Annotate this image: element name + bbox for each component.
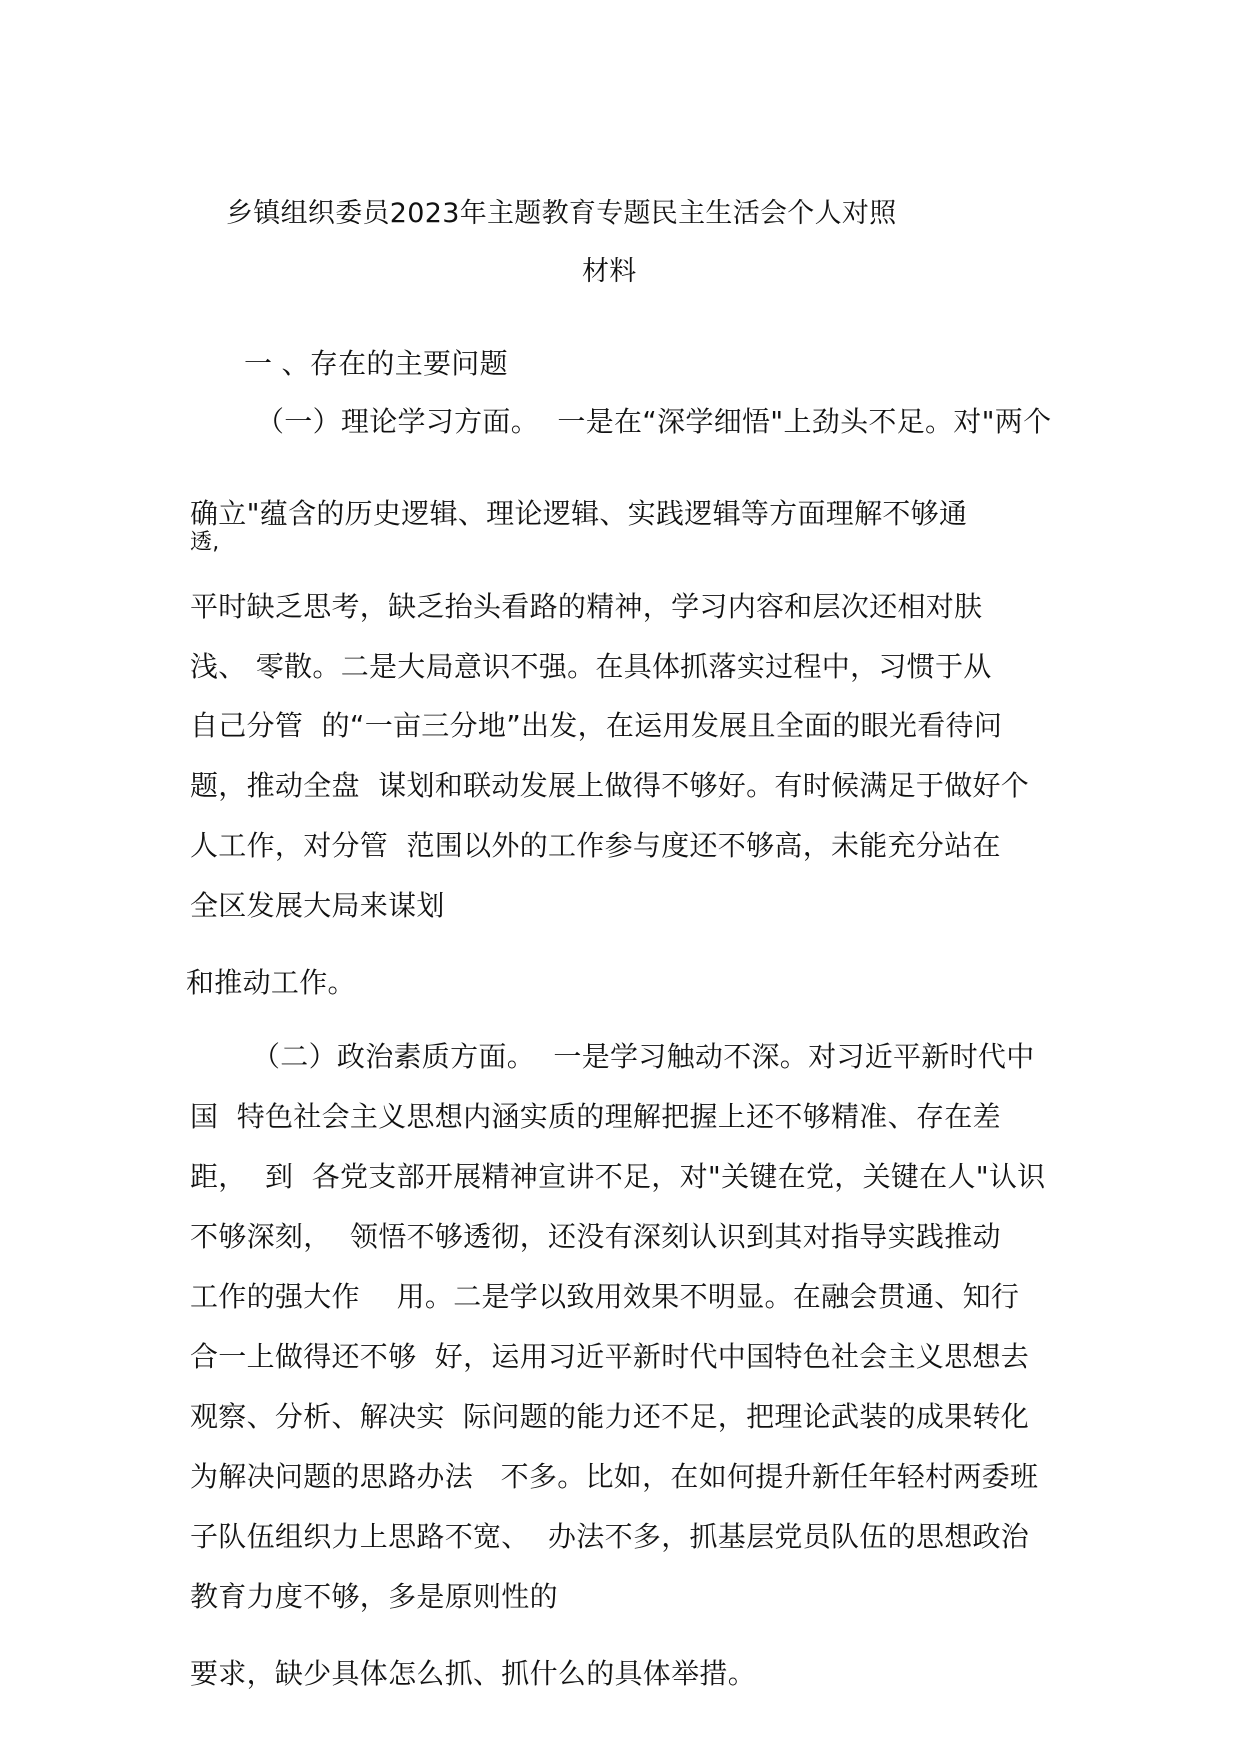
paragraph-line: 透, (190, 530, 220, 555)
paragraph-line: 距， 到 各党支部开展精神宣讲不足，对"关键在党，关键在人"认识 (190, 1160, 1046, 1193)
paragraph-line: 为解决问题的思路办法 不多。比如，在如何提升新任年轻村两委班 (190, 1460, 1039, 1493)
document-title-line-1: 乡镇组织委员2023年主题教育专题民主生活会个人对照 (226, 198, 897, 229)
paragraph-line: 浅、 零散。二是大局意识不强。在具体抓落实过程中，习惯于从 (190, 650, 992, 683)
paragraph-line: 合一上做得还不够 好，运用习近平新时代中国特色社会主义思想去 (190, 1340, 1030, 1373)
paragraph-line: 子队伍组织力上思路不宽、 办法不多，抓基层党员队伍的思想政治 (190, 1520, 1030, 1553)
paragraph-line: 人工作，对分管 范围以外的工作参与度还不够高，未能充分站在 (190, 829, 1001, 862)
paragraph-line: 教育力度不够，多是原则性的 (190, 1580, 558, 1613)
paragraph-line: 不够深刻， 领悟不够透彻，还没有深刻认识到其对指导实践推动 (190, 1220, 1001, 1253)
section-heading: 一 、存在的主要问题 (244, 347, 508, 380)
paragraph-line: 要求，缺少具体怎么抓、抓什么的具体举措。 (190, 1657, 757, 1690)
paragraph-line: （一）理论学习方面。 一是在“深学细悟"上劲头不足。对"两个 (256, 405, 1052, 438)
paragraph-line: （二）政治素质方面。 一是学习触动不深。对习近平新时代中 (252, 1040, 1035, 1073)
paragraph-line: 观察、分析、解决实 际问题的能力还不足，把理论武装的成果转化 (190, 1400, 1030, 1433)
document-title-line-2: 材料 (582, 256, 637, 287)
paragraph-line: 和推动工作。 (186, 966, 356, 999)
paragraph-line: 平时缺乏思考，缺乏抬头看路的精神，学习内容和层次还相对肤 (190, 590, 983, 623)
paragraph-line: 确立"蕴含的历史逻辑、理论逻辑、实践逻辑等方面理解不够通 (190, 497, 968, 530)
paragraph-line: 全区发展大局来谋划 (190, 889, 445, 922)
paragraph-line: 工作的强大作 用。二是学以致用效果不明显。在融会贯通、知行 (190, 1280, 1020, 1313)
paragraph-line: 自己分管 的“一亩三分地”出发，在运用发展且全面的眼光看待问 (190, 709, 1003, 742)
paragraph-line: 题，推动全盘 谋划和联动发展上做得不够好。有时候满足于做好个 (190, 769, 1030, 802)
paragraph-line: 国 特色社会主义思想内涵实质的理解把握上还不够精准、存在差 (190, 1100, 1001, 1133)
